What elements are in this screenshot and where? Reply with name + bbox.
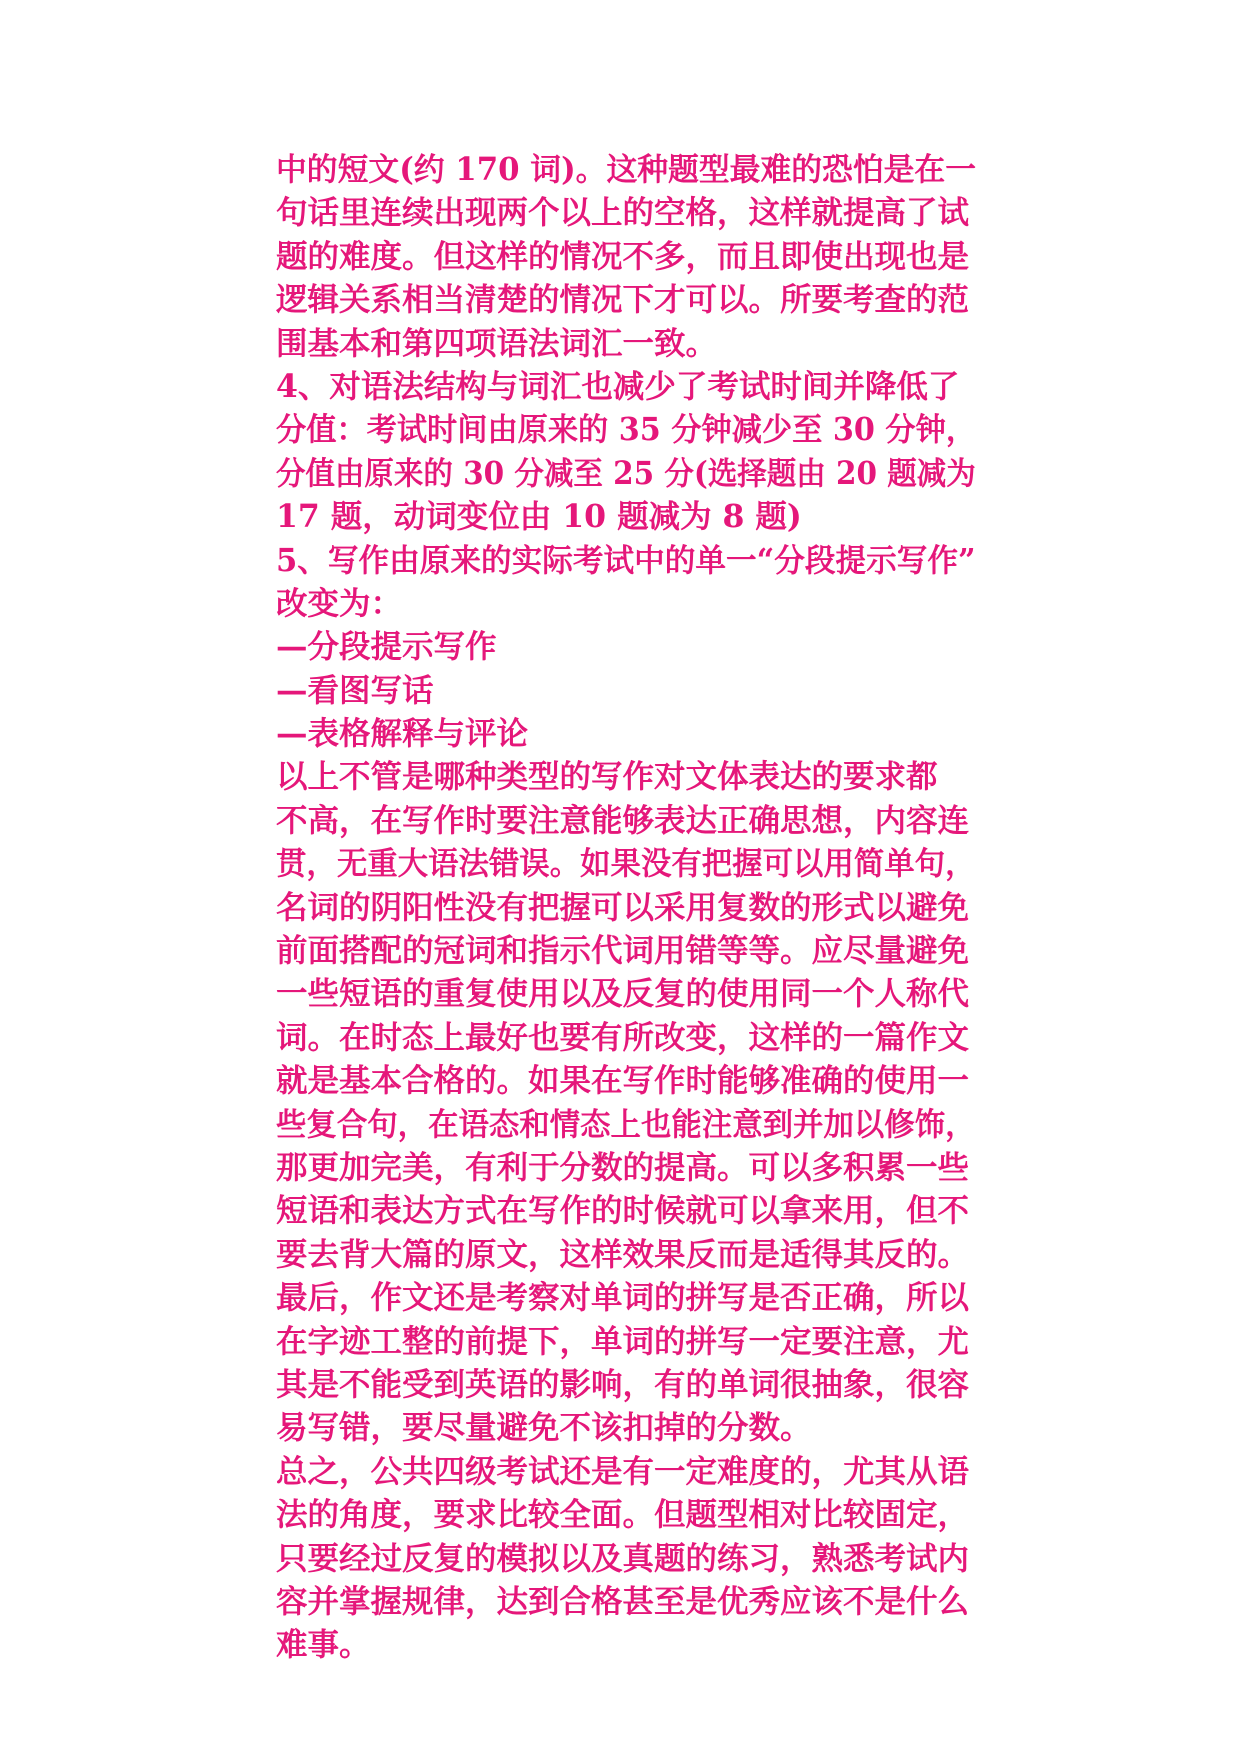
- text-line: 易写错，要尽量避免不该扣掉的分数。: [276, 1409, 812, 1447]
- text-line: 词。在时态上最好也要有所改变，这样的一篇作文: [276, 1018, 970, 1056]
- text-line: 句话里连续出现两个以上的空格，这样就提高了试: [276, 194, 970, 232]
- text-line: 就是基本合格的。如果在写作时能够准确的使用一: [276, 1062, 970, 1100]
- text-line: 逻辑关系相当清楚的情况下才可以。所要考查的范: [276, 281, 970, 319]
- text-line: 分值由原来的 30 分减至 25 分(选择题由 20 题减为: [276, 454, 976, 492]
- text-line: 要去背大篇的原文，这样效果反而是适得其反的。: [276, 1235, 970, 1273]
- text-line: 最后，作文还是考察对单词的拼写是否正确，所以: [276, 1279, 970, 1317]
- list-item: —看图写话: [276, 671, 434, 709]
- text-line: 4、对语法结构与词汇也减少了考试时间并降低了: [276, 367, 960, 405]
- text-line: 中的短文(约 170 词)。这种题型最难的恐怕是在一: [276, 151, 977, 188]
- text-line: 些复合句，在语态和情态上也能注意到并加以修饰，: [276, 1105, 976, 1143]
- text-line: 不高，在写作时要注意能够表达正确思想，内容连: [276, 801, 970, 839]
- text-line: 那更加完美，有利于分数的提高。可以多积累一些: [276, 1148, 970, 1186]
- text-line: 容并掌握规律，达到合格甚至是优秀应该不是什么: [276, 1582, 970, 1620]
- text-line: 一些短语的重复使用以及反复的使用同一个人称代: [276, 975, 970, 1013]
- text-line: 难事。: [276, 1626, 371, 1664]
- text-line: 改变为：: [276, 584, 403, 622]
- text-line: 总之，公共四级考试还是有一定难度的，尤其从语: [276, 1452, 970, 1490]
- text-line: 以上不管是哪种类型的写作对文体表达的要求都: [276, 758, 938, 796]
- text-line: 分值：考试时间由原来的 35 分钟减少至 30 分钟，: [276, 411, 977, 449]
- document-text-block: [276, 148, 976, 1667]
- text-line: 5、写作由原来的实际考试中的单一“分段提示写作”: [276, 541, 976, 579]
- text-line: 17 题，动词变位由 10 题减为 8 题): [276, 498, 802, 536]
- list-item: —表格解释与评论: [276, 715, 529, 753]
- list-item: —分段提示写作: [276, 628, 497, 666]
- text-line: 短语和表达方式在写作的时候就可以拿来用，但不: [276, 1192, 970, 1230]
- text-line: 贯，无重大语法错误。如果没有把握可以用简单句，: [276, 845, 976, 883]
- text-line: 题的难度。但这样的情况不多，而且即使出现也是: [276, 237, 970, 275]
- text-line: 名词的阴阳性没有把握可以采用复数的形式以避免: [276, 888, 970, 926]
- text-line: 前面搭配的冠词和指示代词用错等等。应尽量避免: [276, 932, 970, 970]
- text-line: 法的角度，要求比较全面。但题型相对比较固定，: [276, 1496, 970, 1534]
- text-line: 围基本和第四项语法词汇一致。: [276, 324, 718, 362]
- text-line: 只要经过反复的模拟以及真题的练习，熟悉考试内: [276, 1539, 970, 1577]
- text-line: 其是不能受到英语的影响，有的单词很抽象，很容: [276, 1365, 970, 1403]
- text-line: 在字迹工整的前提下，单词的拼写一定要注意，尤: [276, 1322, 970, 1360]
